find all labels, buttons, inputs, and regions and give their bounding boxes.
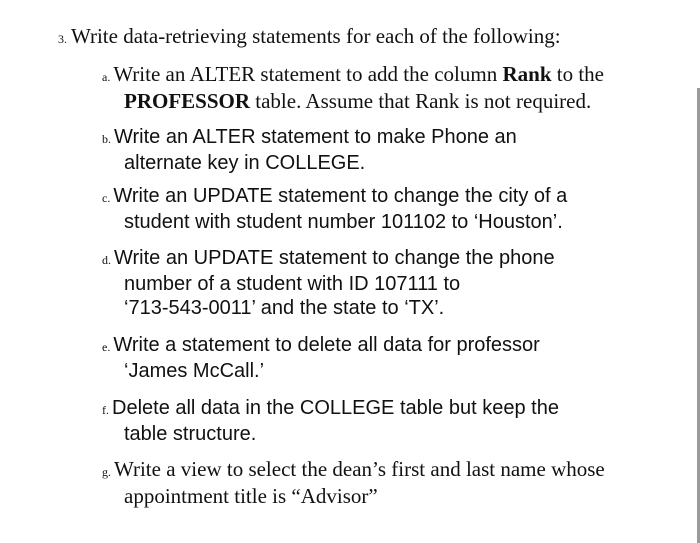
item-text: alternate key in COLLEGE.	[124, 152, 366, 174]
item-marker: a.	[102, 70, 111, 84]
item-marker: e.	[102, 340, 111, 354]
list-item-f	[102, 396, 559, 446]
item-text: Write a view to select the dean’s first and last name whose	[114, 457, 605, 481]
question-heading	[58, 24, 561, 51]
list-item-c	[102, 184, 567, 234]
item-text: appointment title is “Advisor”	[124, 484, 378, 508]
item-marker: g.	[102, 465, 111, 479]
item-text: number of a student with ID 107111 to	[124, 273, 461, 295]
item-text: table structure.	[124, 423, 257, 445]
item-text: Write an ALTER statement to make Phone an	[114, 126, 517, 148]
item-text: to the	[551, 62, 604, 86]
item-marker: b.	[102, 132, 111, 146]
item-marker: f.	[102, 403, 109, 417]
list-item-a	[102, 62, 604, 113]
list-item-e	[102, 333, 540, 383]
question-number: 3.	[58, 32, 67, 46]
list-item-g	[102, 457, 605, 508]
item-text: student with student number 101102 to ‘Houston’.	[124, 211, 563, 233]
item-text: Write a statement to delete all data for professor	[113, 334, 540, 356]
list-item-b	[102, 125, 517, 175]
item-bold-term: PROFESSOR	[124, 89, 251, 113]
item-text: table. Assume that Rank is not required.	[250, 89, 592, 113]
item-bold-term: Rank	[502, 62, 552, 86]
item-marker: d.	[102, 253, 111, 267]
list-item-d	[102, 246, 555, 320]
item-text: Write an UPDATE statement to change the city of a	[113, 185, 568, 207]
item-text: Write an ALTER statement to add the column	[113, 62, 503, 86]
item-text: ‘713-543-0011’ and the state to ‘TX’.	[124, 297, 445, 319]
question-text: Write data-retrieving statements for each of the following:	[71, 24, 561, 48]
item-text: ‘James McCall.’	[124, 360, 265, 382]
item-text: Write an UPDATE statement to change the phone	[114, 247, 555, 269]
item-text: Delete all data in the COLLEGE table but keep the	[112, 397, 559, 419]
item-marker: c.	[102, 191, 111, 205]
